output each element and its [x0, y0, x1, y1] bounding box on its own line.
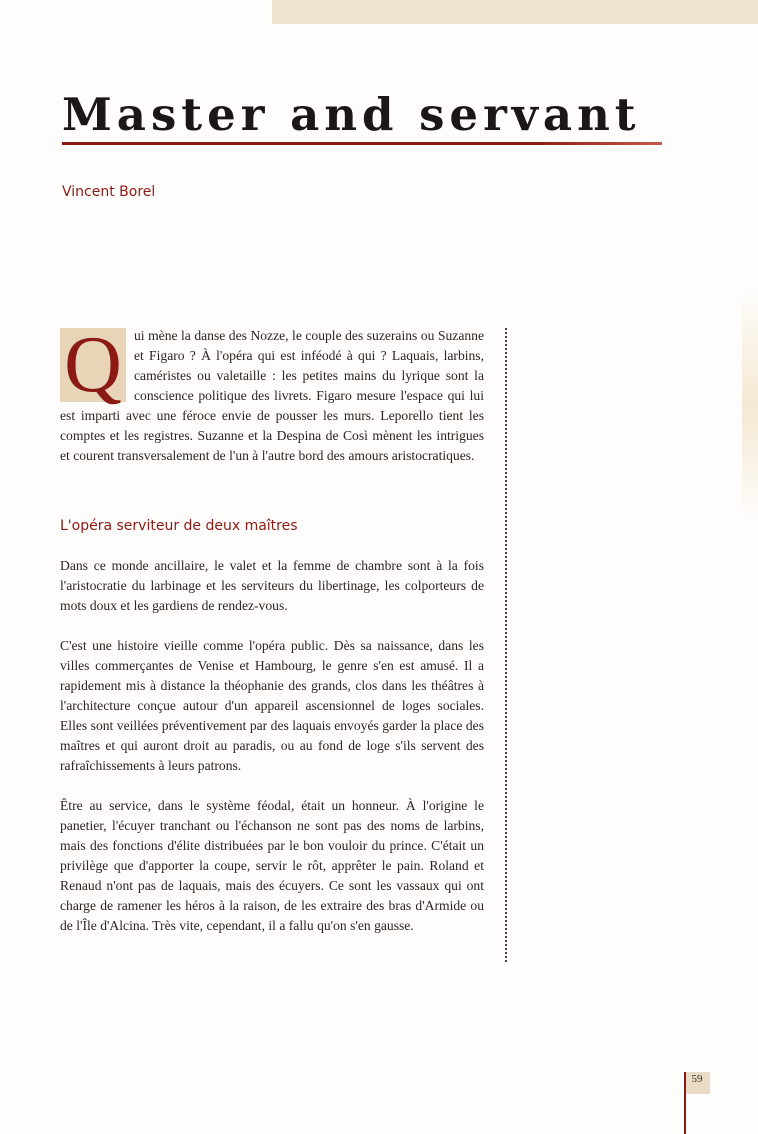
- body-paragraph-2: C'est une histoire vieille comme l'opéra public. Dès sa naissance, dans les villes commerçantes de Venise et Hambourg, le genre s'en est amusé. Il a rapidement mis à distance la théophanie des grands, clos dans les théâtres à l'architecture conçue autour d'un appareil ascensionnel de loges sociales. Elles sont veillées préventivement par des laquais envoyés garder la place des maîtres et qui auront droit au paradis, ou au fond de loge s'ils servent des rafraîchissements à leurs patrons.: [60, 638, 484, 773]
- page-number: 59: [684, 1072, 710, 1094]
- body-paragraph-3: Être au service, dans le système féodal, était un honneur. À l'origine le panetier, l'écuyer tranchant ou l'échanson ne sont pas des noms de larbins, mais des fonctions d'élite distribuées par le bon vouloir du prince. C'était un privilège que d'apporter la coupe, servir le rôt, apprêter le pain. Roland et Renaud n'ont pas de laquais, mais des écuyers. Ce sont les vassaux qui ont charge de ramener les héros à la raison, de les extraire des bras d'Armide ou de l'Île d'Alcina. Très vite, cependant, il a fallu qu'on s'en gausse.: [60, 798, 484, 933]
- intro-text: ui mène la danse des Nozze, le couple des suzerains ou Suzanne et Figaro ? À l'opéra qui est inféodé à qui ? Laquais, larbins, caméristes ou valetaille : les petites mains du lyrique sont la conscience politique des livrets. Figaro mesure l'espace qui lui est imparti avec une féroce envie de pousser les murs. Leporello tient les comptes et les registres. Suzanne et la Despina de Così mènent les intrigues et courent transversalement de l'un à l'autre bord des amours aristocratiques.: [60, 328, 484, 463]
- article-body: [60, 321, 484, 936]
- section-heading: L'opéra serviteur de deux maîtres: [60, 518, 298, 534]
- intro-paragraph: [60, 321, 484, 466]
- column-dotted-divider: [505, 328, 507, 962]
- drop-cap: [60, 321, 126, 409]
- article-title: Master and servant: [62, 88, 641, 141]
- page-number-rule: [684, 1072, 686, 1134]
- title-underline: [62, 142, 662, 145]
- page-edge-tint: [742, 290, 758, 520]
- drop-cap-letter: Q: [64, 321, 122, 409]
- author-name: Vincent Borel: [62, 184, 156, 200]
- body-paragraph-1: Dans ce monde ancillaire, le valet et la femme de chambre sont à la fois l'aristocratie du larbinage et les serviteurs du libertinage, les colporteurs de mots doux et les gardiens de rendez-vous.: [60, 558, 484, 613]
- top-color-band: [272, 0, 758, 24]
